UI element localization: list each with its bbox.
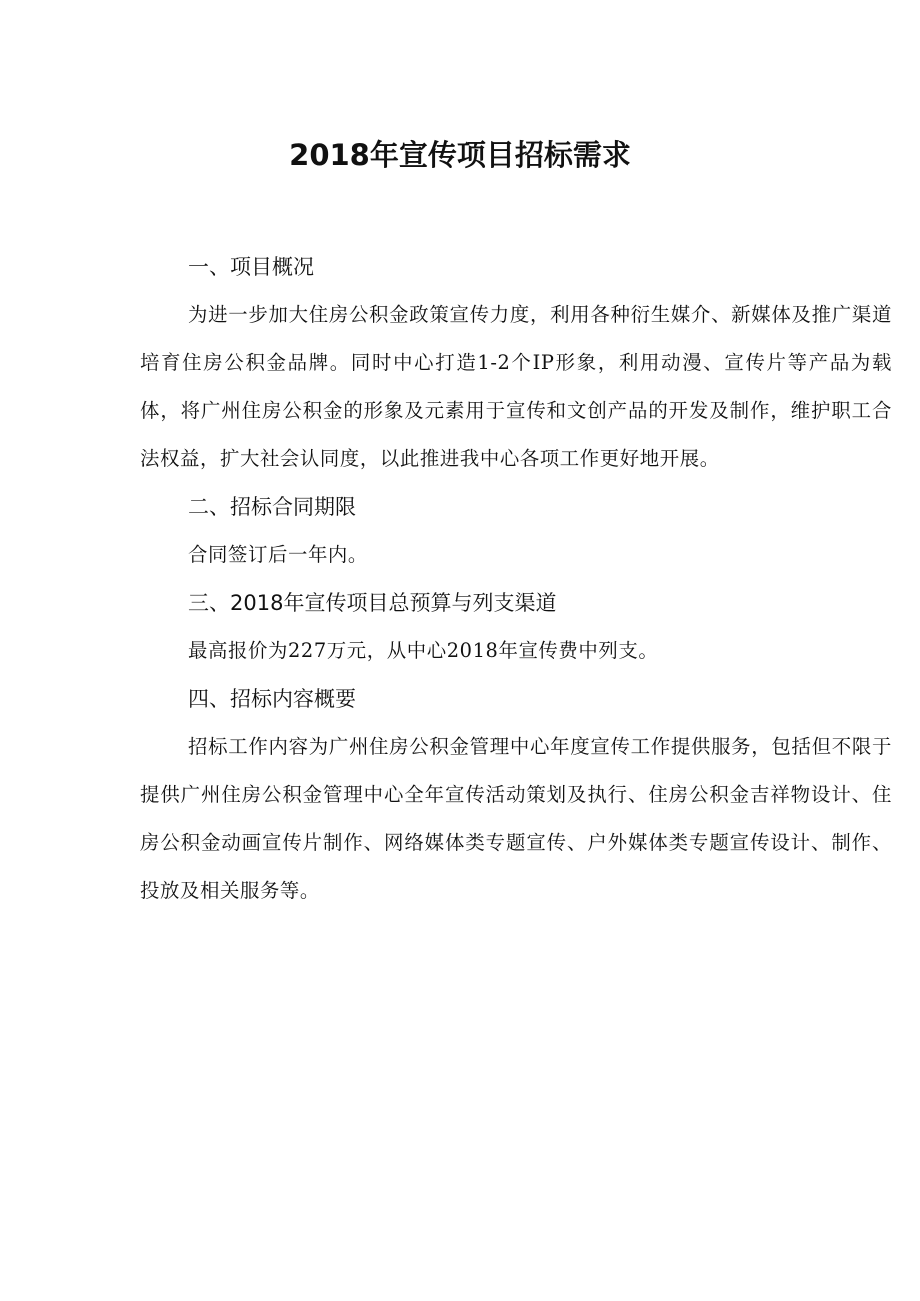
document-title: 2018年宣传项目招标需求 [289,138,631,172]
section-bid-content [140,675,892,915]
section-paragraph: 为进一步加大住房公积金政策宣传力度，利用各种衍生媒介、新媒体及推广渠道培育住房公积金品牌。同时中心打造1-2个IP形象，利用动漫、宣传片等产品为载体，将广州住房公积金的形象及元素用于宣传和文创产品的开发及制作，维护职工合法权益，扩大社会认同度，以此推进我中心各项工作更好地开展。 [140,303,892,470]
section-project-overview [140,243,892,483]
section-heading: 一、项目概况 [188,255,314,279]
section-heading: 二、招标合同期限 [188,495,356,519]
section-paragraph: 最高报价为227万元，从中心2018年宣传费中列支。 [188,639,659,662]
section-paragraph: 合同签订后一年内。 [188,543,368,566]
section-contract-period [140,483,892,579]
section-budget [140,579,892,675]
section-paragraph: 招标工作内容为广州住房公积金管理中心年度宣传工作提供服务，包括但不限于提供广州住房公积金管理中心全年宣传活动策划及执行、住房公积金吉祥物设计、住房公积金动画宣传片制作、网络媒体类专题宣传、户外媒体类专题宣传设计、制作、投放及相关服务等。 [140,735,892,902]
section-heading: 四、招标内容概要 [188,687,356,711]
section-heading: 三、2018年宣传项目总预算与列支渠道 [188,591,557,615]
document-body [140,243,892,915]
